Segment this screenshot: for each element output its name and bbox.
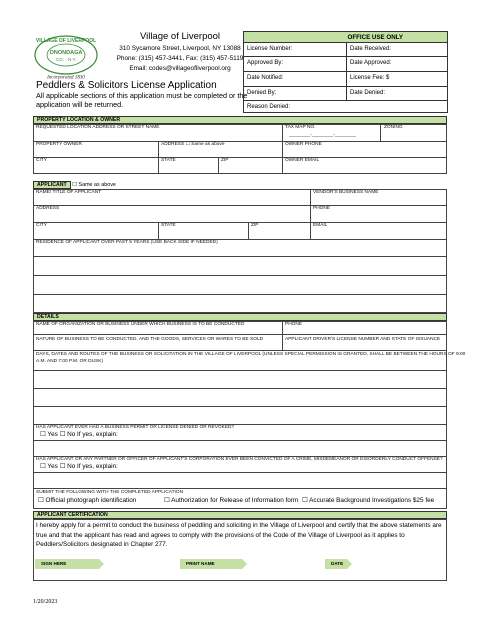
requested-location-field[interactable]: REQUESTED LOCATION ADDRESS OR STREET NAME [36, 125, 160, 130]
owner-address-field[interactable]: ADDRESS ☐ Same as above [161, 142, 225, 147]
print-name-tag[interactable]: PRINT NAME [180, 559, 242, 569]
details-section-header: DETAILS [33, 313, 447, 321]
office-use-box [243, 31, 448, 113]
photo-id-checkbox[interactable]: ☐ Official photograph identification [38, 497, 137, 504]
logo-bottom-text: Incorporated 1830 [47, 75, 85, 80]
permit-denied-answer[interactable]: ☐ Yes ☐ No If yes, explain: [40, 431, 118, 438]
denied-by-field[interactable]: Denied By: [247, 90, 277, 96]
logo-mid-text: ONONDAGA [49, 50, 83, 56]
applicant-section-header: APPLICANT [33, 181, 71, 189]
applicant-email-field[interactable]: EMAIL [313, 223, 328, 228]
certification-section-header: APPLICANT CERTIFICATION [33, 511, 447, 519]
village-email: Email: codes@villageofliverpool.org [129, 65, 231, 72]
village-contact [104, 44, 256, 74]
owner-state-field[interactable]: STATE [161, 158, 176, 163]
village-seal-logo [33, 34, 99, 80]
applicant-header-row [33, 181, 447, 189]
business-phone-field[interactable]: PHONE [285, 322, 303, 327]
permit-denied-question: HAS APPLICANT EVER HAD A BUSINESS PERMIT OR LICENSE DENIED OR REVOKED? [36, 425, 235, 430]
approved-by-field[interactable]: Approved By: [247, 60, 284, 66]
release-form-checkbox[interactable]: ☐ Authorization for Release of Information form [164, 497, 299, 504]
property-section [33, 124, 447, 174]
date-notified-field[interactable]: Date Notified: [247, 75, 284, 81]
organization-name-field[interactable]: NAME OF ORGANIZATION OR BUSINESS UNDER WHICH BUSINESS IS TO BE CONDUCTED [36, 322, 245, 327]
owner-phone-field[interactable]: OWNER PHONE [285, 142, 322, 147]
tax-map-field[interactable]: TAX MAP NO. [285, 125, 316, 130]
applicant-same-checkbox[interactable]: ☐ Same as above [72, 182, 116, 188]
conviction-question: HAS APPLICANT OR ANY PARTNER OR OFFICER OF APPLICANT'S CORPORATION EVER BEEN CONVICTED OF A CRIME, MISDEMEANOR OR DISORDERLY CONDUCT OFFENSE? [36, 457, 443, 462]
date-tag[interactable]: DATE [325, 559, 347, 569]
village-address: 310 Sycamore Street, Liverpool, NY 13088 [119, 45, 241, 52]
certification-text: I hereby apply for a permit to conduct the business of peddling and soliciting in the Village of Liverpool and certify that the above statements are true and that the applicant has read and agrees to comply with the provisions of the Code of the Village of Liverpool as it applies to Peddlers/Solicitors designated in Chapter 277. [36, 522, 442, 549]
village-name: Village of Liverpool [139, 31, 221, 42]
submit-items-label: SUBMIT THE FOLLOWING WITH THE COMPLETED APPLICATION [36, 490, 184, 495]
applicant-city-field[interactable]: CITY [36, 223, 47, 228]
applicant-address-field[interactable]: ADDRESS [36, 206, 60, 211]
business-nature-field[interactable]: NATURE OF BUSINESS TO BE CONDUCTED, AND THE GOODS, SERVICES OR WARES TO BE SOLD [36, 337, 264, 342]
owner-zip-field[interactable]: ZIP [221, 158, 229, 163]
date-denied-field[interactable]: Date Denied: [346, 87, 449, 100]
property-owner-field[interactable]: PROPERTY OWNER [36, 142, 82, 147]
days-routes-label-line2: A.M. AND 7:00 P.M. OR DUSK) [36, 359, 104, 364]
village-phone-fax: Phone: (315) 457-3441, Fax: (315) 457-5119 [116, 55, 244, 62]
logo-top-text: VILLAGE OF LIVERPOOL [35, 38, 97, 44]
sign-here-tag[interactable]: SIGN HERE [35, 559, 99, 569]
residence-history-field[interactable]: RESIDENCE OF APPLICANT OVER PAST 5 YEARS (USE BACK SIDE IF NEEDED) [36, 240, 218, 245]
office-use-title: OFFICE USE ONLY [244, 32, 447, 43]
applicant-zip-field[interactable]: ZIP [251, 223, 259, 228]
tax-map-blank: ________-________-________ [289, 133, 357, 138]
owner-email-field[interactable]: OWNER EMAIL [285, 158, 320, 163]
driver-license-field[interactable]: APPLICANT DRIVER'S LICENSE NUMBER AND STATE OF ISSUANCE [285, 337, 441, 342]
applicant-name-field[interactable]: NAME/ TITLE OF APPLICANT [36, 190, 102, 195]
date-received-field[interactable]: Date Received: [346, 43, 449, 56]
zoning-field[interactable]: ZONING [384, 125, 403, 130]
license-number-field[interactable]: License Number: [247, 46, 293, 52]
background-fee-checkbox[interactable]: ☐ Accurate Background Investigations $25 fee [302, 497, 435, 504]
owner-city-field[interactable]: CITY [36, 158, 47, 163]
property-section-header: PROPERTY LOCATION & OWNER [33, 116, 447, 124]
days-routes-label-line1[interactable]: DAYS, DATES AND ROUTES OF THE BUSINESS OR SOLICITATION IN THE VILLAGE OF LIVERPOOL (UNLESS SPECIAL PERMISSION IS GRANTED, SHALL BE BETWEEN THE HOURS OF 9:00 [36, 352, 466, 357]
vendor-business-name-field[interactable]: VENDOR'S BUSINESS NAME [313, 190, 379, 195]
logo-sub-text: CO. · N.Y. [55, 57, 77, 62]
revision-date: 1/20/2023 [33, 599, 58, 605]
reason-denied-field[interactable]: Reason Denied: [247, 104, 291, 110]
form-subtitle: All applicable sections of this application must be completed or the application will be returned. [36, 91, 248, 109]
form-title: Peddlers & Solicitors License Application [36, 80, 217, 91]
conviction-answer[interactable]: ☐ Yes ☐ No If yes, explain: [40, 463, 118, 470]
applicant-state-field[interactable]: STATE [161, 223, 176, 228]
license-fee-field[interactable]: License Fee: $ [346, 72, 449, 86]
applicant-phone-field[interactable]: PHONE [313, 206, 331, 211]
date-approved-field[interactable]: Date Approved: [346, 57, 449, 71]
